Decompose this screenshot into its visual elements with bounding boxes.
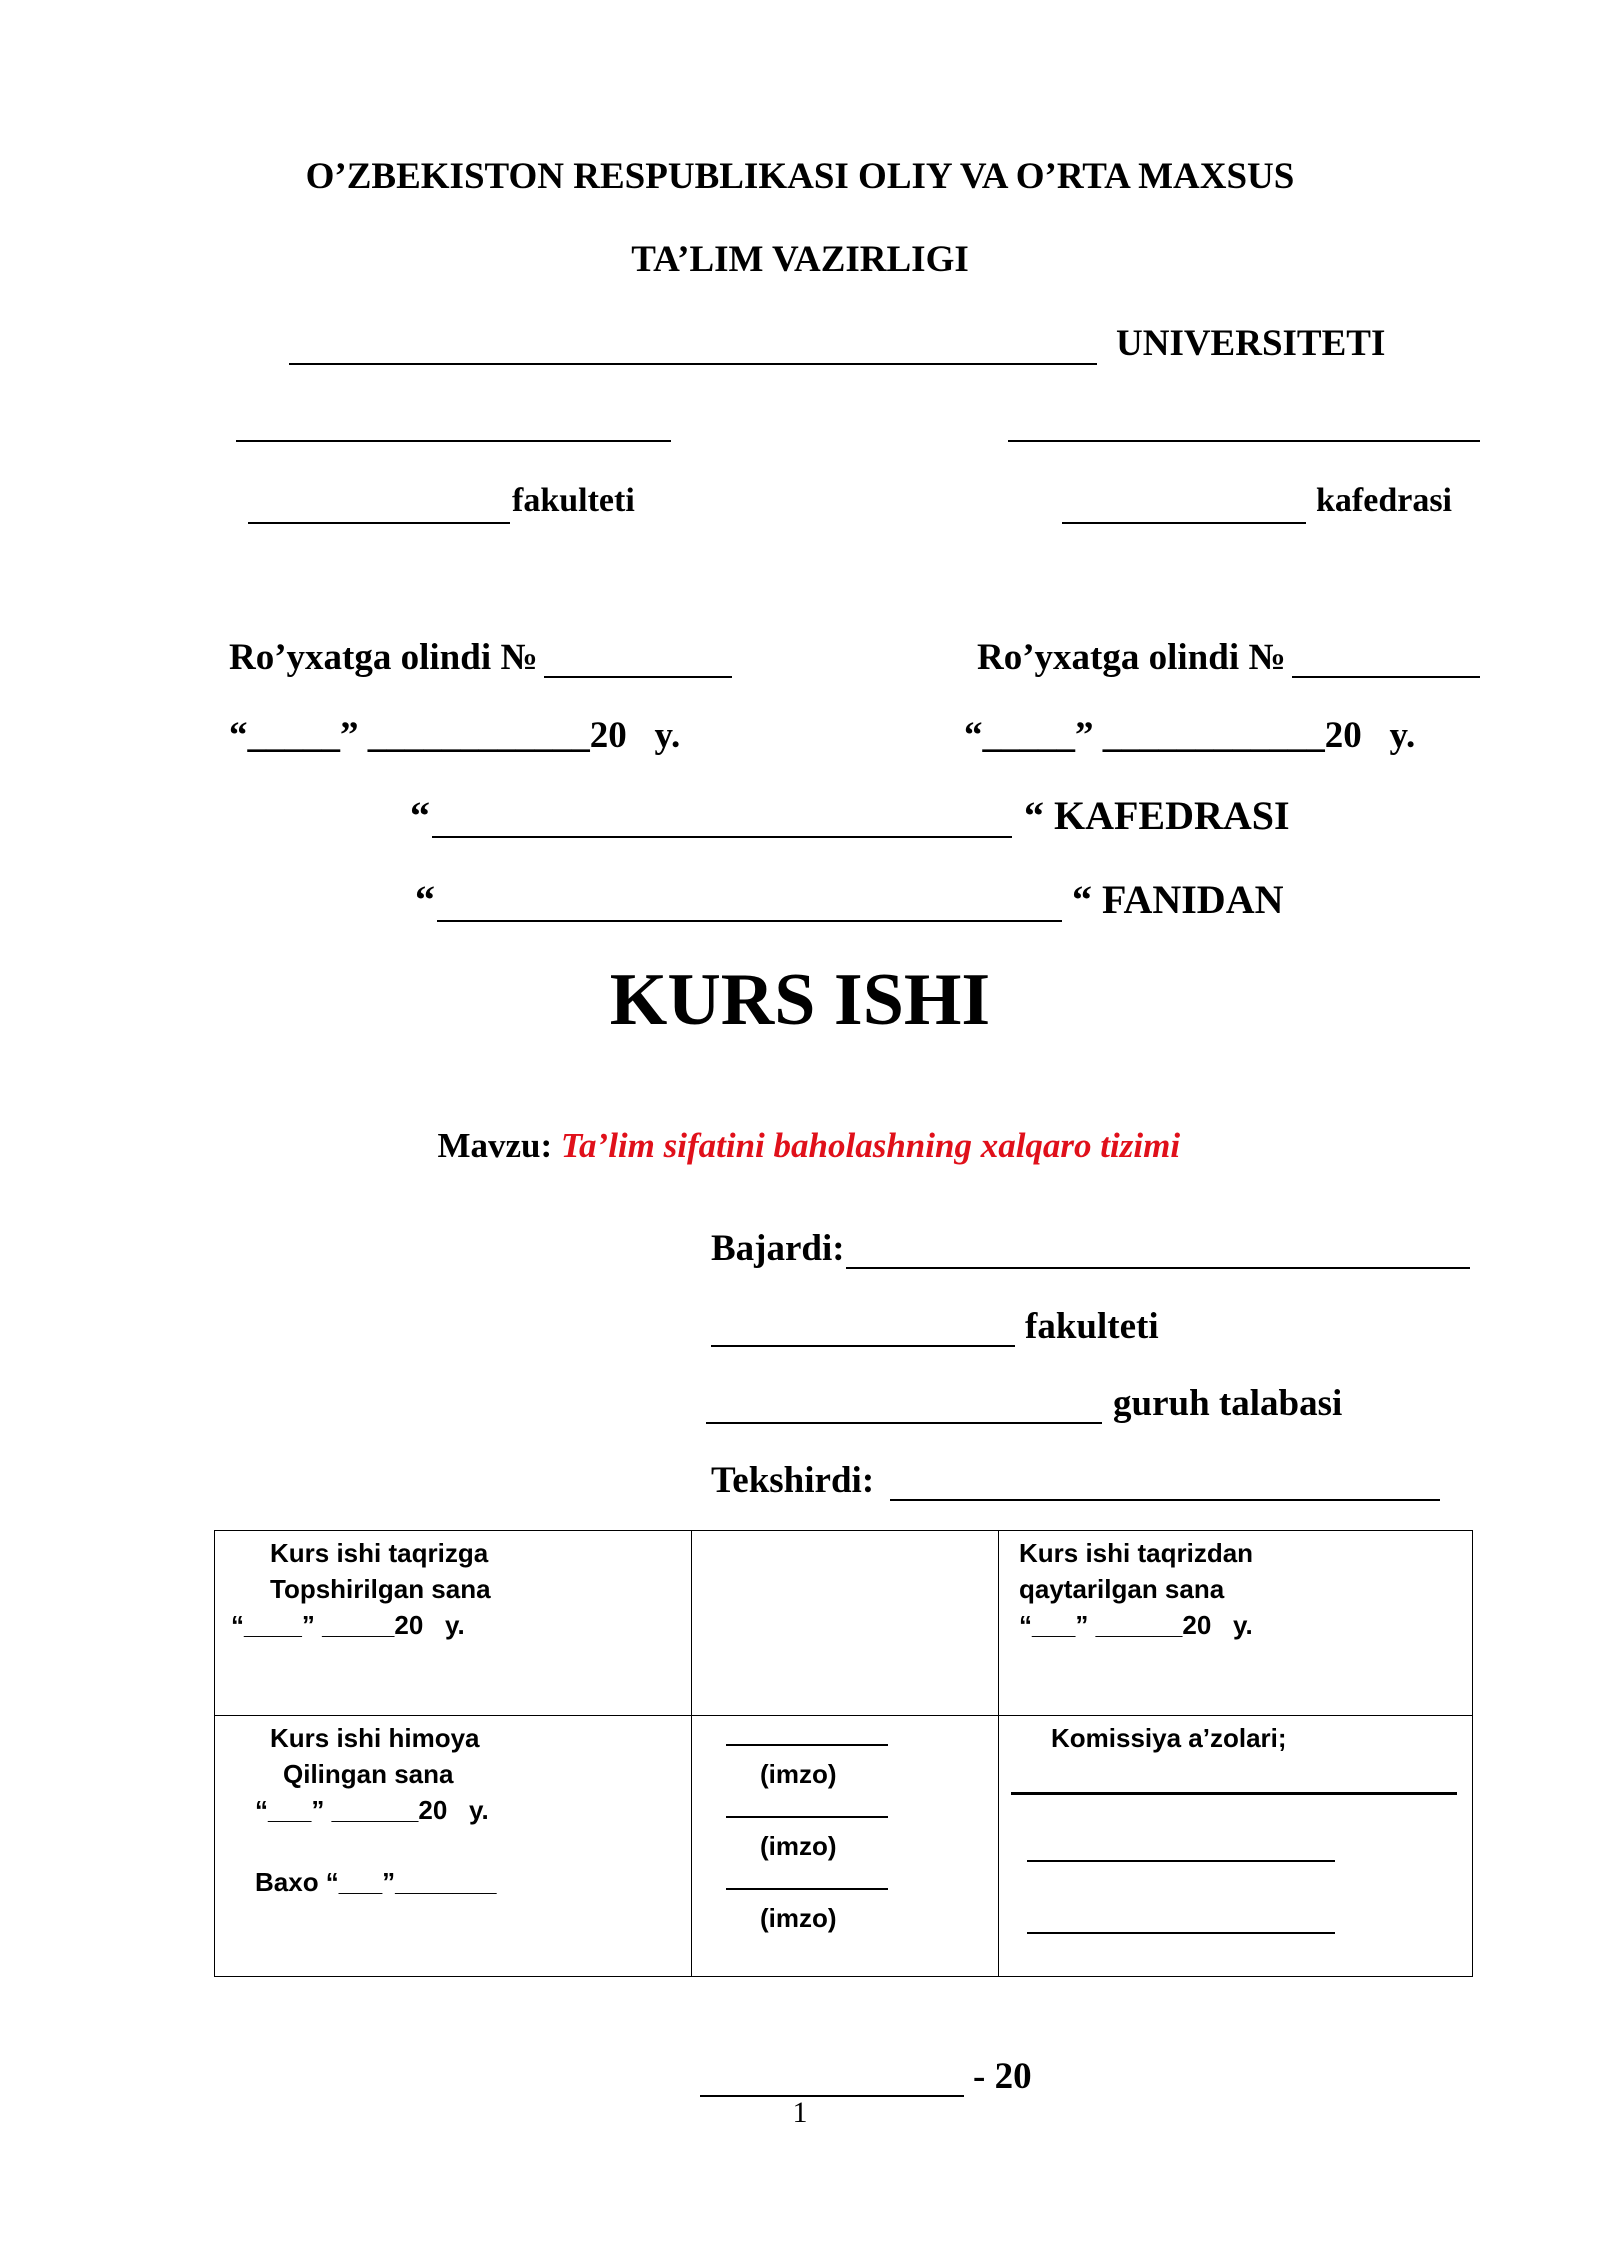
signature-label-1: (imzo) bbox=[760, 1759, 837, 1789]
registration-label-right: Ro’yxatga olindi № bbox=[977, 637, 1286, 678]
done-by-blank bbox=[846, 1227, 1470, 1269]
department-label: kafedrasi bbox=[1316, 482, 1452, 519]
commission-line-1 bbox=[1011, 1792, 1457, 1795]
registration-date-left: “_____” ____________20 y. bbox=[229, 715, 681, 756]
department-title-blank bbox=[432, 792, 1012, 838]
department-open-quote: “ bbox=[410, 793, 430, 838]
ministry-line-1: O’ZBEKISTON RESPUBLIKASI OLIY VA O’RTA MAXSUS bbox=[305, 156, 1295, 197]
university-name-blank bbox=[289, 323, 1097, 365]
returned-line-2: qaytarilgan sana bbox=[1019, 1574, 1225, 1604]
author-faculty-blank bbox=[711, 1305, 1015, 1347]
defended-line-2: Qilingan sana bbox=[283, 1759, 454, 1789]
submitted-cell bbox=[215, 1531, 692, 1716]
topic-value: Ta’lim sifatini baholashning xalqaro tizimi bbox=[560, 1126, 1181, 1165]
department-blank bbox=[1062, 482, 1306, 524]
signature-line-2 bbox=[726, 1816, 888, 1818]
returned-line-1: Kurs ishi taqrizdan bbox=[1019, 1538, 1254, 1568]
commission-cell bbox=[999, 1716, 1473, 1977]
submitted-date: “____” _____20 y. bbox=[231, 1610, 465, 1640]
commission-label: Komissiya a’zolari; bbox=[1051, 1723, 1287, 1753]
page-number: 1 bbox=[792, 2096, 808, 2129]
subject-title-blank bbox=[437, 876, 1062, 922]
commission-line-3 bbox=[1027, 1932, 1335, 1934]
university-label: UNIVERSITETI bbox=[1116, 323, 1386, 364]
empty-cell bbox=[692, 1531, 999, 1716]
subject-open-quote: “ bbox=[415, 877, 435, 922]
department-suffix: “ KAFEDRASI bbox=[1024, 793, 1290, 838]
done-by-label: Bajardi: bbox=[711, 1228, 845, 1269]
faculty-name-blank-top bbox=[236, 400, 671, 442]
group-label: guruh talabasi bbox=[1113, 1383, 1343, 1424]
submitted-line-1: Kurs ishi taqrizga bbox=[270, 1538, 489, 1568]
department-name-blank-top bbox=[1008, 400, 1480, 442]
faculty-blank bbox=[248, 482, 510, 524]
defended-cell bbox=[215, 1716, 692, 1977]
registration-label-left: Ro’yxatga olindi № bbox=[229, 637, 538, 678]
defended-date: “___” ______20 y. bbox=[255, 1795, 489, 1825]
city-blank bbox=[700, 2055, 964, 2097]
checked-by-label: Tekshirdi: bbox=[711, 1460, 875, 1501]
review-table bbox=[214, 1530, 1473, 1977]
submitted-line-2: Topshirilgan sana bbox=[270, 1574, 491, 1604]
ministry-line-2: TA’LIM VAZIRLIGI bbox=[631, 239, 969, 280]
signature-label-2: (imzo) bbox=[760, 1831, 837, 1861]
returned-cell bbox=[999, 1531, 1473, 1716]
commission-line-2 bbox=[1027, 1860, 1335, 1862]
signature-line-1 bbox=[726, 1744, 888, 1746]
signature-label-3: (imzo) bbox=[760, 1903, 837, 1933]
document-title: KURS ISHI bbox=[609, 959, 991, 1041]
topic-label: Mavzu: bbox=[437, 1126, 553, 1165]
subject-suffix: “ FANIDAN bbox=[1072, 877, 1284, 922]
group-blank bbox=[706, 1382, 1102, 1424]
registration-date-right: “_____” ____________20 y. bbox=[964, 715, 1416, 756]
checked-by-blank bbox=[890, 1459, 1440, 1501]
returned-date: “___” ______20 y. bbox=[1019, 1610, 1253, 1640]
signature-line-3 bbox=[726, 1888, 888, 1890]
author-faculty-label: fakulteti bbox=[1025, 1306, 1159, 1347]
registration-number-blank-left bbox=[544, 636, 732, 678]
defended-line-1: Kurs ishi himoya bbox=[270, 1723, 480, 1753]
grade: Baxo “___”_______ bbox=[255, 1867, 497, 1897]
topic-line bbox=[0, 1086, 1600, 1166]
registration-number-blank-right bbox=[1292, 636, 1480, 678]
year-suffix: - 20 bbox=[973, 2056, 1032, 2097]
signatures-cell bbox=[692, 1716, 999, 1977]
faculty-label: fakulteti bbox=[512, 482, 635, 519]
